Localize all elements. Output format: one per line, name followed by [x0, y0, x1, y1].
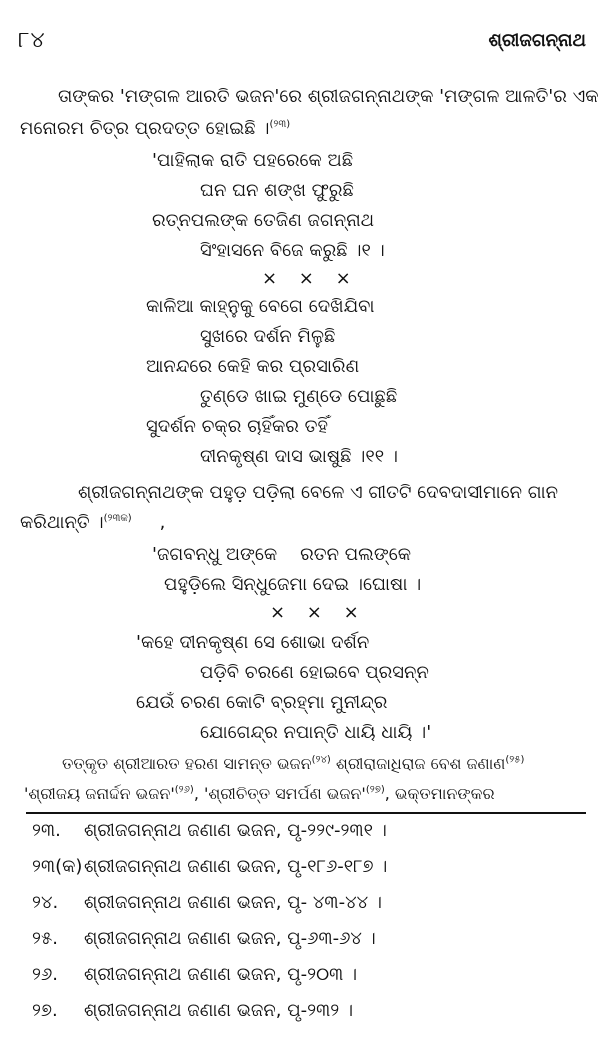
stanza-separator-2: × × ×	[270, 602, 367, 623]
intro-line-1: ତାଙ୍କର 'ମଙ୍ଗଳ ଆରତି ଭଜନ'ରେ ଶ୍ରୀଜଗନ୍ନାଥଙ୍କ 'ମଙ୍ଗଳ ଆଳତି'ର ଏକ	[58, 86, 599, 107]
verse2-line-1: କାଳିଆ କାହ୍ନୁକୁ ବେଗେ ଦେଖିଯିବା	[146, 296, 375, 317]
footnote-item	[32, 858, 387, 876]
footnote-number: ୨୩(କ)	[32, 856, 83, 877]
footnote-text: ଶ୍ରୀଜଗନ୍ନାଥ ଜଣାଣ ଭଜନ, ପୃ-୨୦୩ ।	[84, 964, 358, 985]
verse4-line-3: ଯେଉଁ ଚରଣ କୋଟି ବ୍ରହ୍ମା ମୁନୀନ୍ଦ୍ର	[136, 692, 388, 713]
footnote-ref-27: (୨୭)	[365, 784, 385, 796]
footnote-item	[32, 966, 357, 984]
verse3-line-2: ପହୁଡ଼ିଲେ ସିନ୍ଧୁଜେମା ଦେଇ ।ଘୋଷା ।	[164, 574, 422, 595]
verse2-line-3: ଆନନ୍ଦରେ କେହି କର ପ୍ରସାରିଣ	[146, 356, 360, 377]
running-head: ଶ୍ରୀଜଗନ୍ନାଥ	[488, 30, 586, 51]
para3-line-1-text-b: ଶ୍ରୀରାଜାଧିରାଜ ବେଶ ଜଣାଣ	[330, 754, 506, 773]
verse2-line-6: ଦୀନକୃଷ୍ଣ ଦାସ ଭାଷୁଛି ।୧୧ ।	[200, 446, 398, 467]
footnote-text: ଶ୍ରୀଜଗନ୍ନାଥ ଜଣାଣ ଭଜନ, ପୃ-୧୮୬-୧୮୭ ।	[84, 856, 388, 877]
footnote-text: ଶ୍ରୀଜଗନ୍ନାଥ ଜଣାଣ ଭଜନ, ପୃ- ୪୩-୪୪ ।	[84, 892, 382, 913]
verse4-line-2: ପଡ଼ିବି ଚରଣେ ହୋଇବେ ପ୍ରସନ୍ନ	[200, 662, 429, 683]
para3-line-1-text-a: ତତ୍‌କୃତ ଶ୍ରୀଆରତ ହରଣ ସାମନ୍ତ ଭଜନ	[62, 754, 312, 773]
verse3-line-1: 'ଜଗବନ୍ଧୁ ଅଙ୍କେ ରତନ ପଲଙ୍କେ	[152, 544, 412, 565]
para3-line-1	[62, 756, 524, 772]
verse2-line-2: ସୁଖରେ ଦର୍ଶନ ମିଳୁଛି	[200, 326, 336, 347]
verse1-line-4: ସିଂହାସନେ ବିଜେ କରୁଛି ।୧ ।	[200, 240, 385, 261]
stray-mark: ,	[159, 512, 166, 533]
para2-line-1: ଶ୍ରୀଜଗନ୍ନାଥଙ୍କ ପହୁଡ଼ ପଡ଼ିଲା ବେଳେ ଏ ଗୀତଟି ଦେବଦାସୀମାନେ ଗାନ	[78, 482, 559, 503]
footnote-number: ୨୫.	[32, 928, 58, 949]
verse2-line-4: ତୁଣ୍ଡେ ଖାଇ ମୁଣ୍ଡେ ପୋଛୁଛି	[200, 386, 398, 407]
footnote-number: ୨୩.	[32, 820, 61, 841]
footnote-ref-23: (୨୩)	[269, 119, 291, 130]
para2-line-2-text: କରିଥାନ୍ତି ।	[20, 512, 104, 533]
stanza-separator-1: × × ×	[262, 268, 359, 289]
verse4-line-4: ଯୋଗେନ୍ଦ୍ର ନପାନ୍ତି ଧାୟି ଧାୟି ।'	[200, 722, 432, 743]
footnote-item	[32, 930, 376, 948]
footnote-ref-23a: (୨୩କ)	[103, 513, 132, 524]
para2-line-2	[20, 514, 165, 532]
footnote-ref-26: (୨୬)	[174, 784, 194, 796]
footnote-text: ଶ୍ରୀଜଗନ୍ନାଥ ଜଣାଣ ଭଜନ, ପୃ-୨୨୯-୨୩୧ ।	[84, 820, 387, 841]
page-number: ୮୪	[18, 28, 46, 53]
footnote-number: ୨୭.	[32, 1000, 58, 1021]
footnote-item	[32, 822, 387, 840]
footnote-number: ୨୬.	[32, 964, 58, 985]
para3-line-2-text-a: 'ଶ୍ରୀଜୟ ଜନାର୍ଦ୍ଦନ ଭଜନ'	[24, 784, 175, 803]
para3-line-2-text-c: , ଭକ୍ତମାନଙ୍କର	[384, 784, 495, 803]
verse2-line-5: ସୁଦର୍ଶନ ଚକ୍ର ଚାହିଁକର ତହିଁ	[146, 416, 328, 437]
verse1-line-1: 'ପାହିଲାକ ରାତି ପହରେକେ ଅଛି	[152, 150, 354, 171]
footnote-text: ଶ୍ରୀଜଗନ୍ନାଥ ଜଣାଣ ଭଜନ, ପୃ-୨୩୨ ।	[84, 1000, 354, 1021]
intro-line-2	[20, 120, 290, 138]
footnote-rule	[26, 812, 586, 814]
footnote-ref-24: (୨୪)	[311, 754, 331, 766]
verse4-line-1: 'କହେ ଦୀନକୃଷ୍ଣ ସେ ଶୋଭା ଦର୍ଶନ	[136, 632, 370, 653]
footnote-number: ୨୪.	[32, 892, 59, 913]
verse1-line-2: ଘନ ଘନ ଶଙ୍ଖ ଫୁରୁଛି	[200, 180, 354, 201]
footnote-item	[32, 894, 382, 912]
footnote-text: ଶ୍ରୀଜଗନ୍ନାଥ ଜଣାଣ ଭଜନ, ପୃ-୬୩-୬୪ ।	[84, 928, 376, 949]
footnote-item	[32, 1002, 353, 1020]
para3-line-2-text-b: , 'ଶ୍ରୀଚିତ୍ତ ସମର୍ପଣ ଭଜନ'	[193, 784, 366, 803]
verse1-line-3: ରତ୍ନପଲଙ୍କ ତେଜିଣ ଜଗନ୍ନାଥ	[152, 210, 375, 231]
intro-line-2-text: ମନୋରମ ଚିତ୍ର ପ୍ରଦତ୍ତ ହୋଇଛି ।	[20, 118, 270, 139]
para3-line-2	[24, 786, 495, 802]
footnote-ref-25: (୨୫)	[505, 754, 525, 766]
